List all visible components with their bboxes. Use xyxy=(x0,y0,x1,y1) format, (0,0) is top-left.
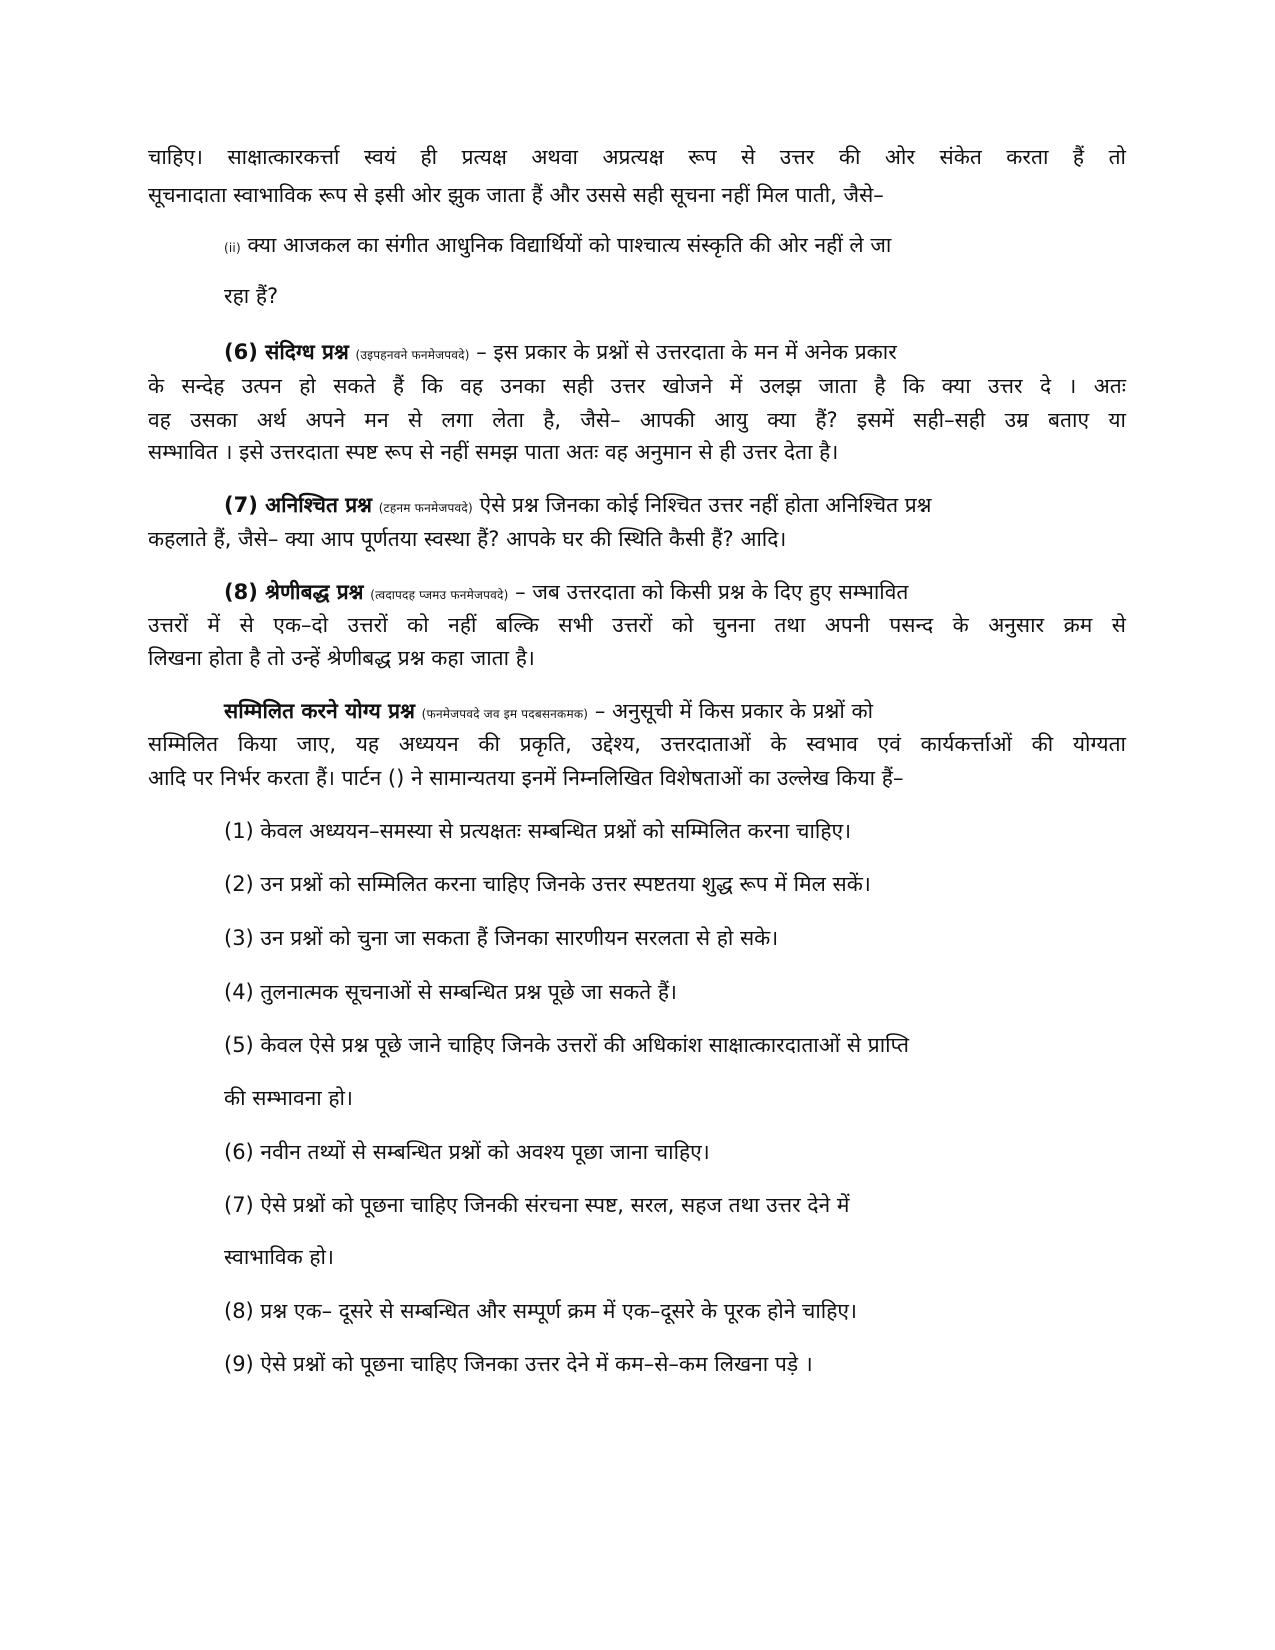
example-question-continued: रहा हैं? xyxy=(224,284,279,308)
paragraph-line: सम्मिलित किया जाए, यह अध्ययन की प्रकृति, उद्देश्य, उत्तरदाताओं के स्वभाव एवं कार्यकर्त्ताओं की योग्यता xyxy=(148,732,1126,756)
list-item: (9) ऐसे प्रश्नों को पूछना चाहिए जिनका उत्तर देने में कम–से–कम लिखना पड़े । xyxy=(224,1352,813,1376)
includable-heading-line xyxy=(224,696,873,729)
example-marker: (ii) xyxy=(224,241,241,255)
section-heading: (7) अनिश्चित प्रश्न xyxy=(224,493,373,517)
uncertain-heading-line xyxy=(224,490,932,523)
list-item: (6) नवीन तथ्यों से सम्बन्धित प्रश्नों को अवश्य पूछा जाना चाहिए। xyxy=(224,1140,710,1164)
list-item: (8) प्रश्न एक– दूसरे से सम्बन्धित और सम्पूर्ण क्रम में एक–दूसरे के पूरक होने चाहिए। xyxy=(224,1299,857,1323)
paragraph-line: लिखना होता है तो उन्हें श्रेणीबद्ध प्रश्न कहा जाता है। xyxy=(148,646,535,670)
paragraph-text: – इस प्रकार के प्रश्नों से उत्तरदाता के मन में अनेक प्रकार xyxy=(469,340,897,364)
list-item: (1) केवल अध्ययन–समस्या से प्रत्यक्षतः सम्बन्धित प्रश्नों को सम्मिलित करना चाहिए। xyxy=(224,819,852,843)
paragraph-line: के सन्देह उत्पन हो सकते हैं कि वह उनका सही उत्तर खोजने में उलझ जाता है कि क्या उत्तर दे । अतः xyxy=(148,374,1126,398)
list-item: (5) केवल ऐसे प्रश्न पूछे जाने चाहिए जिनके उत्तरों की अधिकांश साक्षात्कारदाताओं से प्राप्ति xyxy=(224,1033,910,1057)
list-item: (3) उन प्रश्नों को चुना जा सकता हैं जिनका सारणीयन सरलता से हो सके। xyxy=(224,926,779,950)
paragraph-text: ऐसे प्रश्न जिनका कोई निश्चित उत्तर नहीं होता अनिश्चित प्रश्न xyxy=(472,493,932,517)
list-item: (4) तुलनात्मक सूचनाओं से सम्बन्धित प्रश्न पूछे जा सकते हैं। xyxy=(224,980,678,1004)
paragraph-line: कहलाते हैं, जैसे– क्या आप पूर्णतया स्वस्था हैं? आपके घर की स्थिति कैसी हैं? आदि। xyxy=(148,527,787,551)
list-item-continued: की सम्भावना हो। xyxy=(224,1086,353,1110)
example-text: क्या आजकल का संगीत आधुनिक विद्यार्थियों को पाश्चात्य संस्कृति की ओर नहीं ले जा xyxy=(240,233,892,257)
paragraph-line: सूचनादाता स्वाभाविक रूप से इसी ओर झुक जाता हैं और उससे सही सूचना नहीं मिल पाती, जैसे– xyxy=(148,183,884,207)
paragraph-text: – अनुसूची में किस प्रकार के प्रश्नों को xyxy=(588,699,874,723)
paragraph-line: वह उसका अर्थ अपने मन से लगा लेता है, जैसे– आपकी आयु क्या हैं? इसमें सही–सही उम्र बताए या xyxy=(148,408,1126,432)
paragraph-text: – जब उत्तरदाता को किसी प्रश्न के दिए हुए सम्भावित xyxy=(508,580,909,604)
paragraph-line: आदि पर निर्भर करता हैं। पार्टन () ने सामान्यतया इनमें निम्नलिखित विशेषताओं का उल्लेख किया हैं– xyxy=(148,766,904,790)
english-term: (उइपहनवने फनमेजपवदे) xyxy=(355,348,470,362)
section-heading: (8) श्रेणीबद्ध प्रश्न xyxy=(224,580,364,604)
example-question xyxy=(224,230,891,263)
paragraph-line: सम्भावित । इसे उत्तरदाता स्पष्ट रूप से नहीं समझ पाता अतः वह अनुमान से ही उत्तर देता है। xyxy=(148,440,839,464)
ambiguous-heading-line xyxy=(224,337,897,370)
english-term: (फनमेजपवदे जव इम पदबसनकमक) xyxy=(421,707,589,721)
paragraph-line: चाहिए। साक्षात्कारकर्त्ता स्वयं ही प्रत्यक्ष अथवा अप्रत्यक्ष रूप से उत्तर की ओर संकेत करता हैं तो xyxy=(148,145,1126,169)
english-term: (त्वदापदह प्जमउ फनमेजपवदे) xyxy=(370,588,509,602)
ranked-heading-line xyxy=(224,577,908,610)
section-heading: सम्मिलित करने योग्य प्रश्न xyxy=(224,699,415,723)
list-item: (7) ऐसे प्रश्नों को पूछना चाहिए जिनकी संरचना स्पष्ट, सरल, सहज तथा उत्तर देने में xyxy=(224,1193,850,1217)
paragraph-line: उत्तरों में से एक–दो उत्तरों को नहीं बल्कि सभी उत्तरों को चुनना तथा अपनी पसन्द के अनुसार क्रम से xyxy=(148,613,1126,637)
section-heading: (6) संदिग्ध प्रश्न xyxy=(224,340,349,364)
list-item-continued: स्वाभाविक हो। xyxy=(224,1245,334,1269)
list-item: (2) उन प्रश्नों को सम्मिलित करना चाहिए जिनके उत्तर स्पष्टतया शुद्ध रूप में मिल सकें। xyxy=(224,872,871,896)
english-term: (टहनम फनमेजपवदे) xyxy=(378,501,473,515)
